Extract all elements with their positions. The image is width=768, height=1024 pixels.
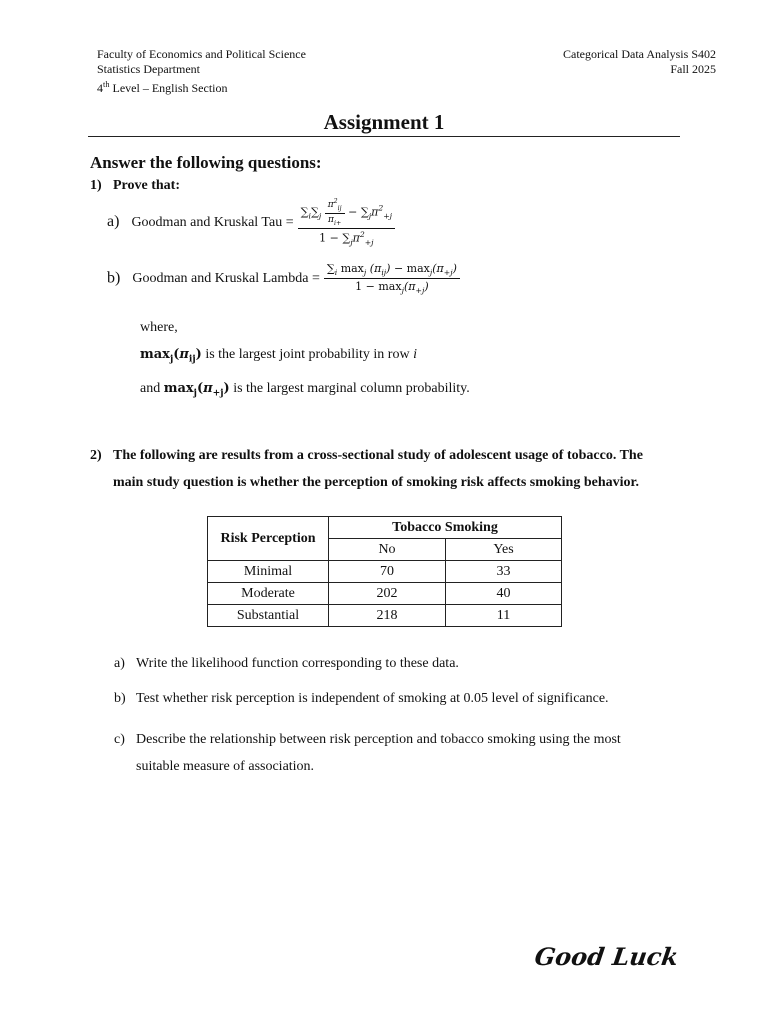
level-line: 4th Level – English Section bbox=[97, 80, 228, 95]
question-1b: b) Goodman and Kruskal Lambda = $\frac{\sum_i \max_j (\pi_{ij}) - \max_j(\pi_{+j})}{1 - \max_j(\pi_{+j})}$ bbox=[107, 262, 460, 295]
table-row: Moderate 202 40 bbox=[208, 583, 562, 605]
table-row: Substantial 218 11 bbox=[208, 605, 562, 627]
column-group-header: Tobacco Smoking bbox=[329, 517, 562, 539]
col-header-yes: Yes bbox=[446, 539, 562, 561]
col-header-no: No bbox=[329, 539, 446, 561]
question-1a: a) Goodman and Kruskal Tau = $\sum_i\sum_j$ $\frac{\pi^2_{ij}}{\pi_{i+}}$ − $\sum_j\pi^2_{+j}$ $1 - \sum_j\pi^2_{+j}$ bbox=[107, 198, 395, 246]
header-left bbox=[97, 47, 306, 96]
header-right bbox=[563, 47, 716, 77]
semester: Fall 2025 bbox=[670, 62, 716, 76]
lambda-formula: $\frac{\sum_i \max_j (\pi_{ij}) - \max_j(\pi_{+j})}{1 - \max_j(\pi_{+j})}$ bbox=[324, 262, 460, 295]
course-name: Categorical Data Analysis S402 bbox=[563, 47, 716, 61]
table-row: Minimal 70 33 bbox=[208, 561, 562, 583]
where-text: where, bbox=[140, 320, 178, 335]
question-2-text: 2) The following are results from a cross-sectional study of adolescent usage of tobacco. The main study question is whether the perception of smoking risk affects smoking behavior. bbox=[90, 448, 643, 490]
tau-formula: $\sum_i\sum_j$ $\frac{\pi^2_{ij}}{\pi_{i+}}$ − $\sum_j\pi^2_{+j}$ $1 - \sum_j\pi^2_{+j}$ bbox=[298, 198, 395, 246]
title-divider bbox=[88, 136, 680, 137]
page-title: Assignment 1 bbox=[323, 110, 445, 134]
instructions: Answer the following questions: bbox=[90, 153, 322, 172]
department-name: Statistics Department bbox=[97, 62, 200, 76]
row-header: Risk Perception bbox=[208, 517, 329, 561]
faculty-name: Faculty of Economics and Political Science bbox=[97, 47, 306, 61]
question-2b: b) Test whether risk perception is independent of smoking at 0.05 level of significance. bbox=[114, 691, 609, 706]
question-2a: a) Write the likelihood function corresponding to these data. bbox=[114, 656, 459, 671]
definition-row-max: $\max_j(\pi_{ij})$ is the largest joint probability in row i bbox=[140, 347, 417, 365]
contingency-table bbox=[207, 516, 562, 627]
question-1-heading: 1) Prove that: bbox=[90, 178, 180, 193]
good-luck-signoff: Good Luck bbox=[532, 942, 681, 971]
definition-column-max: and $\max_j(\pi_{+j})$ is the largest marginal column probability. bbox=[140, 381, 470, 399]
question-2c: c) Describe the relationship between risk perception and tobacco smoking using the most suitable measure of association. bbox=[114, 732, 621, 774]
